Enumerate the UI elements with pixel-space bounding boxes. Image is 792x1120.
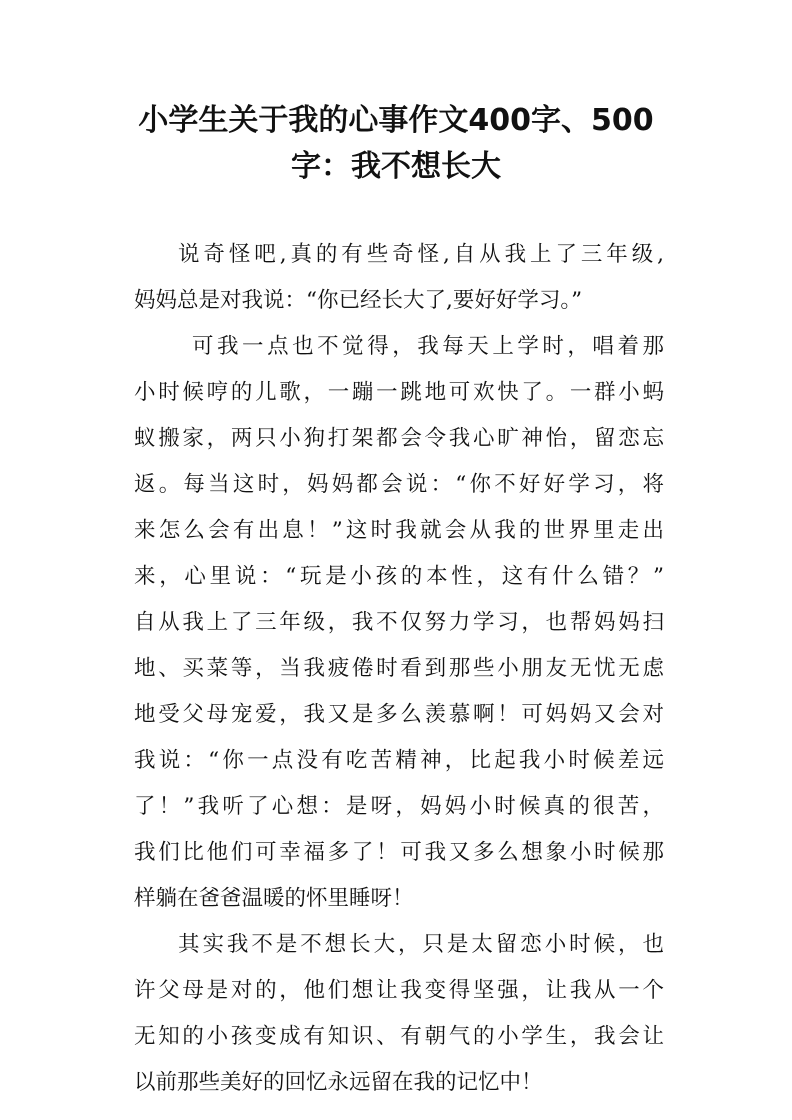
text-line: 以前那些美好的回忆永远留在我的记忆中！ [134,1070,543,1095]
text-line: 来怎么会有出息！”这时我就会从我的世界里走出 [134,518,664,543]
text-line: 地、买菜等，当我疲倦时看到那些小朋友无忧无虑 [134,656,664,681]
text-line: 我说：“你一点没有吃苦精神，比起我小时候差远 [134,748,664,773]
text-line: 蚁搬家，两只小狗打架都会令我心旷神怡，留恋忘 [134,426,664,451]
text-line: 说奇怪吧,真的有些奇怪,自从我上了三年级, [178,242,664,267]
text-line: 小时候哼的儿歌，一蹦一跳地可欢快了。一群小蚂 [134,380,664,405]
text-line: 我们比他们可幸福多了！可我又多么想象小时候那 [134,840,664,865]
text-line: 返。每当这时，妈妈都会说：“你不好好学习，将 [134,472,664,497]
text-line: 地受父母宠爱，我又是多么羡慕啊！可妈妈又会对 [134,702,664,727]
text-line: 妈妈总是对我说：“你已经长大了,要好好学习。” [134,288,583,313]
text-line: 许父母是对的，他们想让我变得坚强，让我从一个 [134,978,664,1003]
paragraph [134,922,664,1106]
text-line: 样躺在爸爸温暖的怀里睡呀！ [134,886,414,911]
paragraph [134,324,664,922]
text-line: 可我一点也不觉得，我每天上学时，唱着那 [192,334,664,359]
text-line: 自从我上了三年级，我不仅努力学习，也帮妈妈扫 [134,610,664,635]
title-line: 字：我不想长大 [291,149,501,184]
document-body [134,232,664,1106]
title-line: 小学生关于我的心事作文400字、500 [138,103,654,138]
text-line: 无知的小孩变成有知识、有朝气的小学生，我会让 [134,1024,664,1049]
text-line: 了！”我听了心想：是呀，妈妈小时候真的很苦， [134,794,664,819]
text-line: 其实我不是不想长大，只是太留恋小时候，也 [178,932,664,957]
text-line: 来，心里说：“玩是小孩的本性，这有什么错？” [134,564,664,589]
paragraph [134,232,664,324]
document-title [90,98,702,190]
